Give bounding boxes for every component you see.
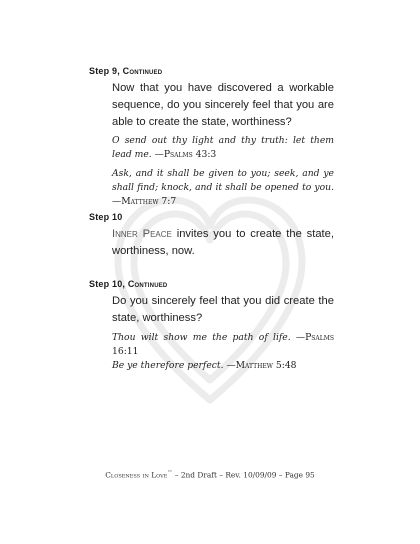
footer-rest: – 2nd Draft – Rev. 10/09/09 – Page 95 [172,470,315,480]
quote-matthew-5 [112,359,334,373]
quote-dash: — [223,360,236,371]
step10-body-rest: invites you to create the state, worthiness, now. [112,228,334,257]
quote-ref: 43:3 [192,149,217,160]
quote-text: Thou wilt show me the path of life. [112,332,291,343]
quote-psalms-43 [112,134,334,162]
trademark-mark: ™ [167,470,173,476]
step9-body: Now that you have discovered a workable sequence, do you sincerely feel that you are able to create the state, worthiness? [112,82,334,128]
quote-matthew-7 [112,167,334,209]
step10c-body: Do you sincerely feel that you did create the state, worthiness? [112,295,334,324]
quote-source: Psalms [305,332,334,343]
quote-source: Matthew [235,360,273,371]
step9-heading-main: Step 9, [89,66,120,76]
quote-ref: 16:11 [112,346,139,357]
quote-text: Be ye therefore perfect. [112,360,224,371]
page-footer [0,470,420,479]
quote-source: Psalms [163,149,193,160]
quote-dash: — [290,332,306,343]
step10-body [112,226,334,260]
step10c-heading-sub: Continued [127,279,168,289]
footer-title: Closeness in Love [105,470,168,480]
step10c-heading [89,279,167,289]
quote-ref: 7:7 [158,196,177,207]
step10-heading-main: Step 10 [89,212,123,222]
step9-heading [89,66,162,76]
quote-dash: — [112,196,122,207]
quote-psalms-16 [112,331,334,359]
step10c-heading-main: Step 10, [89,279,126,289]
quote-text: O send out thy light and thy truth: let them lead me. [112,135,334,160]
inner-peace-label: Inner Peace [112,228,172,240]
quote-source: Matthew [121,196,159,207]
step9-heading-sub: Continued [122,66,163,76]
quote-text: Ask, and it shall be given to you; seek, and ye shall find; knock, and it shall be opened to you. [112,168,334,193]
quote-ref: 5:48 [272,360,297,371]
quote-dash: — [151,149,164,160]
step10-heading [89,212,122,222]
